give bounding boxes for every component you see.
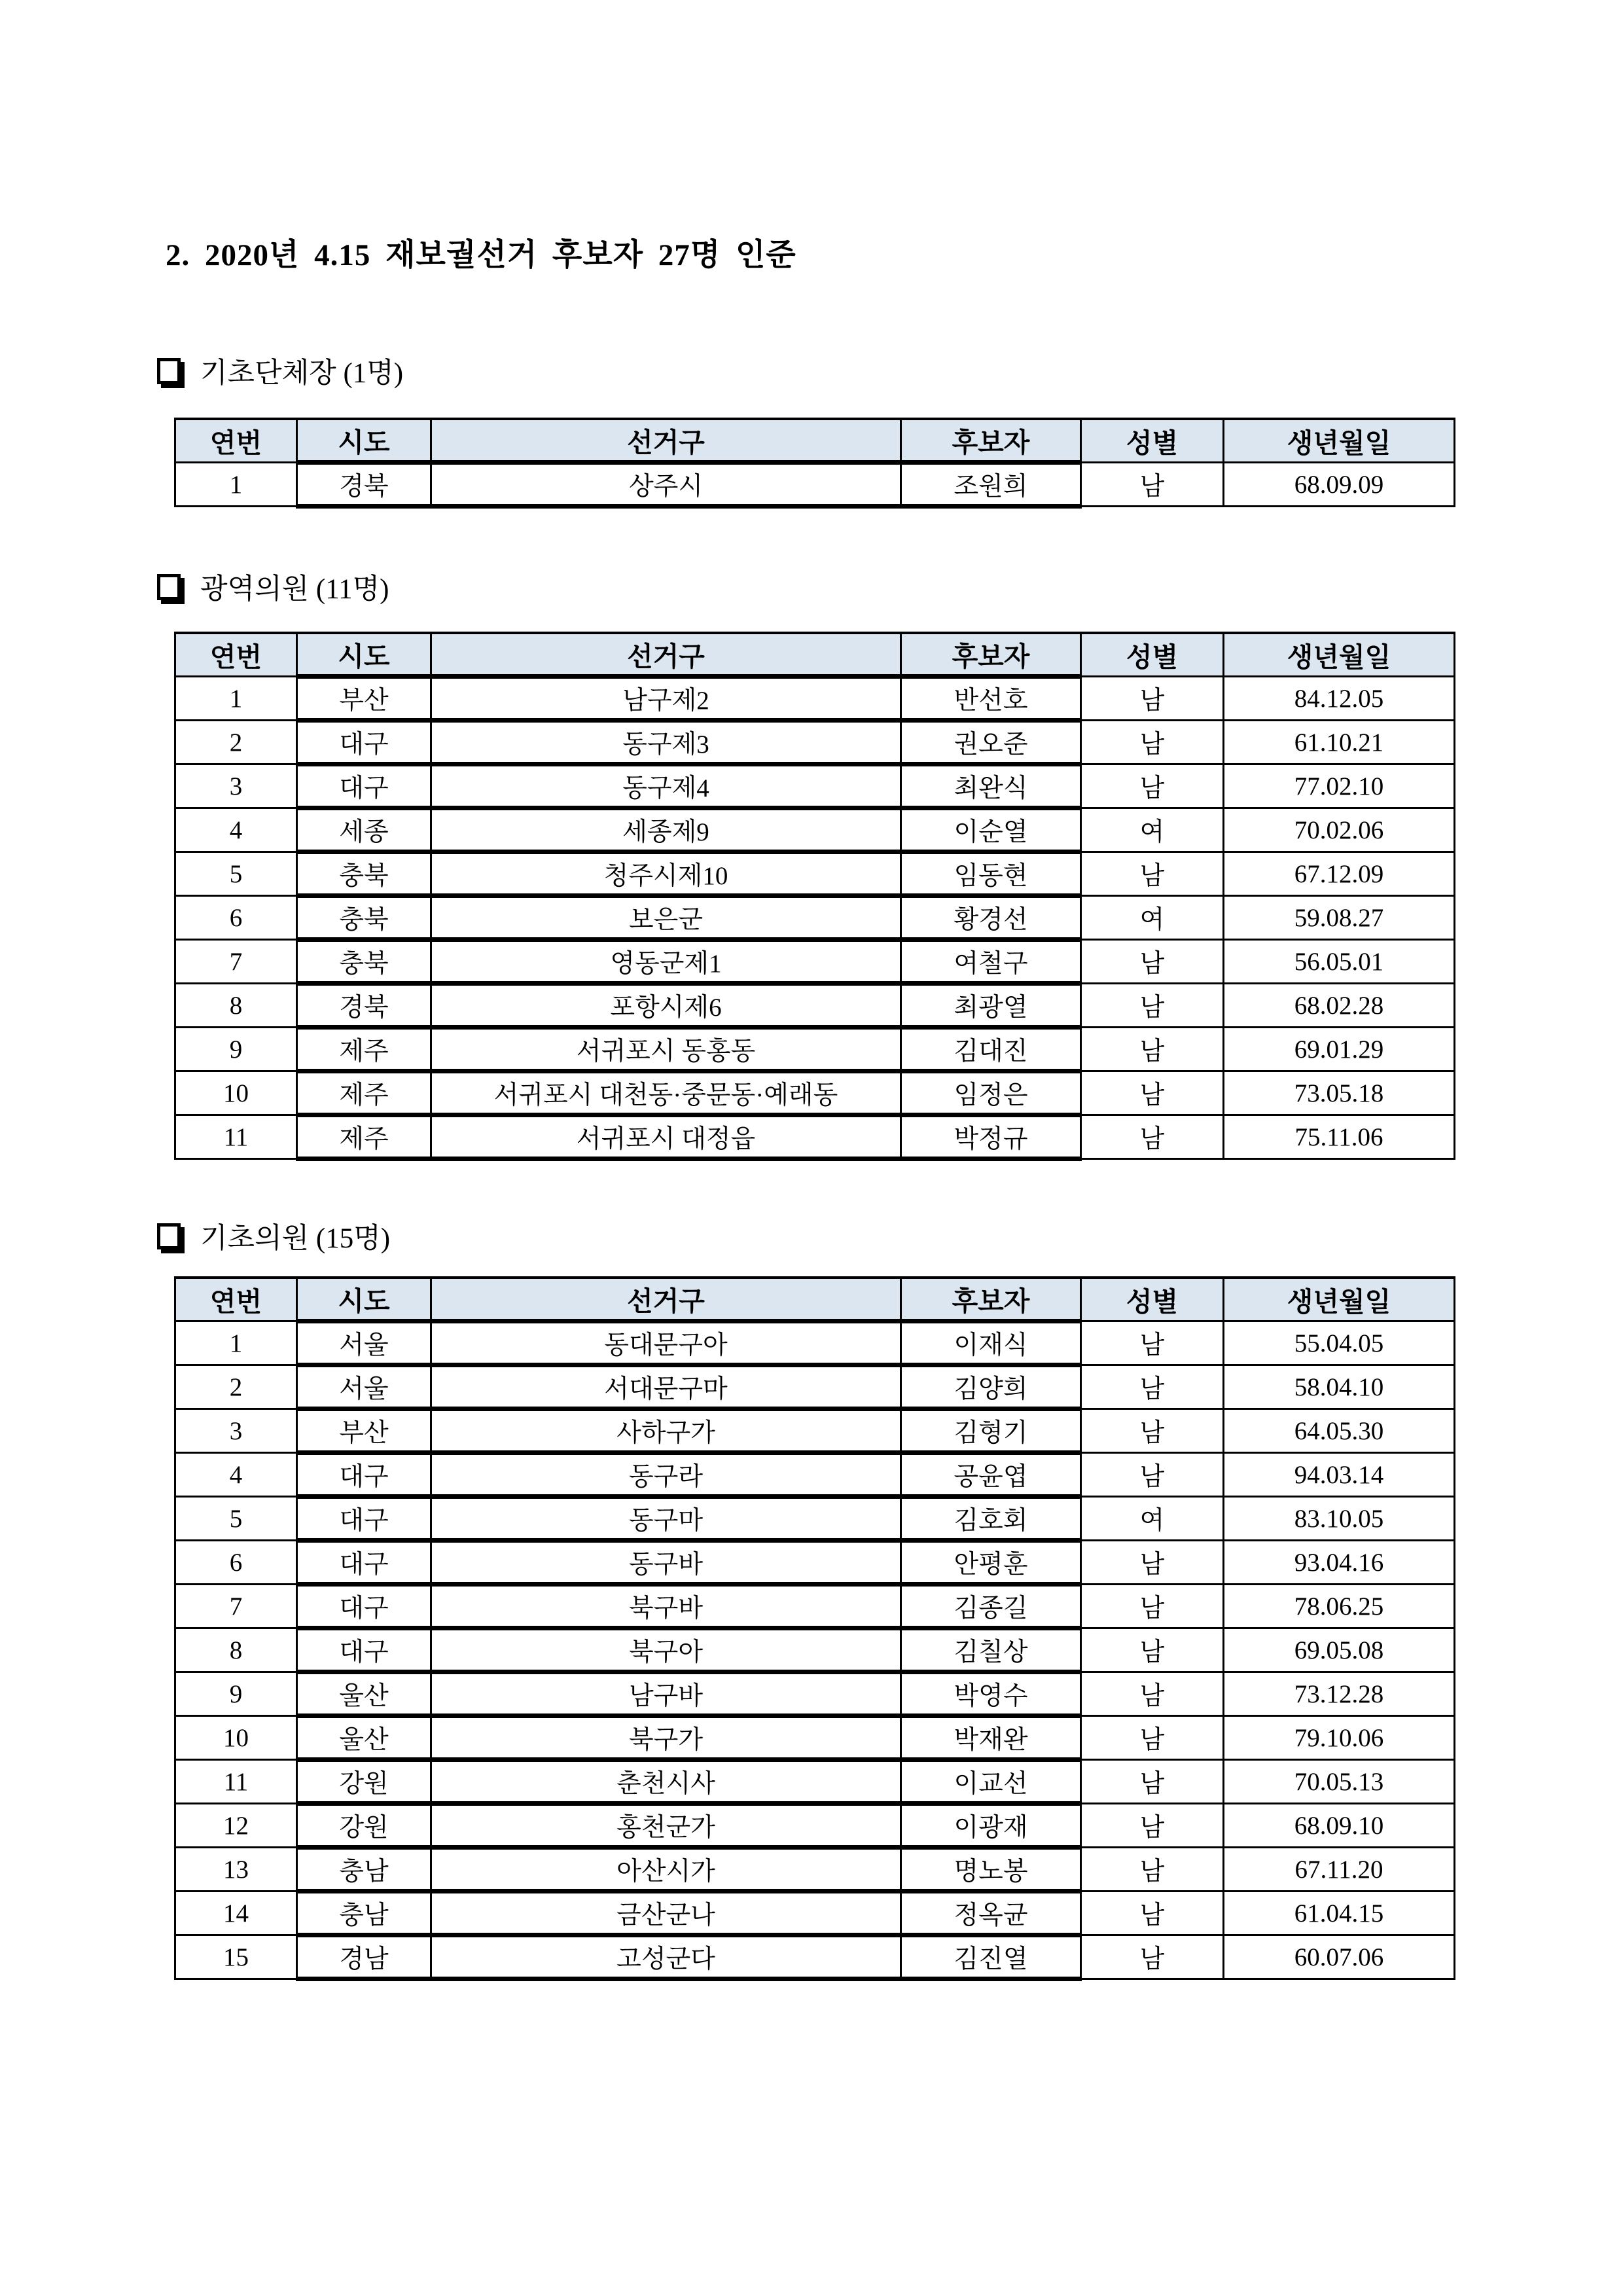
table-cell: 69.05.08 [1224,1628,1455,1672]
table-cell: 충북 [297,852,431,896]
table-cell: 남 [1081,1071,1224,1115]
table-header-row [175,1278,1455,1321]
section-heading-label: 기초의원 (15명) [200,1223,391,1254]
table-row [175,1892,1455,1935]
section-heading-label: 기초단체장 (1명) [200,358,404,389]
table-cell: 박정규 [901,1115,1081,1159]
table-cell: 남 [1081,677,1224,721]
table-cell: 73.05.18 [1224,1071,1455,1115]
table-cell: 김양희 [901,1365,1081,1409]
table-cell: 83.10.05 [1224,1497,1455,1541]
column-header-district: 선거구 [431,419,901,463]
table-cell: 93.04.16 [1224,1541,1455,1585]
table-cell: 대구 [297,1628,431,1672]
table-row [175,808,1455,852]
table-cell: 춘천시사 [431,1760,901,1804]
table-cell: 남 [1081,1028,1224,1071]
column-header-no: 연번 [175,633,297,677]
table-cell: 북구아 [431,1628,901,1672]
table-body [175,677,1455,1159]
table-cell: 서대문구마 [431,1365,901,1409]
table-cell: 김진열 [901,1935,1081,1979]
table-cell: 68.02.28 [1224,984,1455,1028]
table-cell: 권오준 [901,721,1081,764]
table-cell: 남 [1081,852,1224,896]
table-header-row [175,633,1455,677]
table-row [175,1628,1455,1672]
table-cell: 남 [1081,1541,1224,1585]
page-title: 2. 2020년 4.15 재보궐선거 후보자 27명 인준 [166,238,796,272]
table-cell: 8 [175,1628,297,1672]
table-cell: 56.05.01 [1224,940,1455,984]
table-cell: 남 [1081,1321,1224,1365]
table-cell: 대구 [297,764,431,808]
table-cell: 충남 [297,1848,431,1892]
table-cell: 청주시제10 [431,852,901,896]
table-cell: 김호회 [901,1497,1081,1541]
table-row [175,1935,1455,1979]
table-cell: 남구바 [431,1672,901,1716]
table-cell: 1 [175,677,297,721]
table-cell: 14 [175,1892,297,1935]
table-cell: 공윤엽 [901,1453,1081,1497]
table-cell: 안평훈 [901,1541,1081,1585]
column-header-birthdate: 생년월일 [1224,633,1455,677]
table-row [175,1115,1455,1159]
table-cell: 김칠상 [901,1628,1081,1672]
table-cell: 남 [1081,1453,1224,1497]
table-cell: 15 [175,1935,297,1979]
table-cell: 남 [1081,463,1224,507]
table-cell: 1 [175,463,297,507]
table-cell: 남 [1081,1365,1224,1409]
table-cell: 여 [1081,808,1224,852]
column-header-gender: 성별 [1081,633,1224,677]
table-cell: 4 [175,808,297,852]
column-header-candidate: 후보자 [901,633,1081,677]
table-cell: 이교선 [901,1760,1081,1804]
table-row [175,1716,1455,1760]
table-cell: 5 [175,852,297,896]
section-heading-label: 광역의원 (11명) [200,574,389,605]
table-cell: 2 [175,1365,297,1409]
column-header-gender: 성별 [1081,419,1224,463]
table-cell: 세종 [297,808,431,852]
table-cell: 제주 [297,1028,431,1071]
table-cell: 3 [175,1409,297,1453]
column-header-candidate: 후보자 [901,1278,1081,1321]
table-cell: 남 [1081,1848,1224,1892]
square-bullet-icon [157,1223,181,1249]
table-cell: 61.10.21 [1224,721,1455,764]
table-cell: 동대문구아 [431,1321,901,1365]
column-header-no: 연번 [175,1278,297,1321]
column-header-candidate: 후보자 [901,419,1081,463]
table-cell: 남 [1081,1935,1224,1979]
table-cell: 남 [1081,721,1224,764]
table-cell: 울산 [297,1716,431,1760]
table-cell: 78.06.25 [1224,1585,1455,1628]
table-cell: 최광열 [901,984,1081,1028]
table-cell: 남 [1081,1760,1224,1804]
table-cell: 11 [175,1115,297,1159]
table-cell: 동구마 [431,1497,901,1541]
table-cell: 대구 [297,1453,431,1497]
table-row [175,677,1455,721]
table-cell: 11 [175,1760,297,1804]
table-cell: 임동현 [901,852,1081,896]
table-cell: 1 [175,1321,297,1365]
section-heading-basic-council [157,1216,390,1256]
table-cell: 남 [1081,1585,1224,1628]
table-cell: 70.05.13 [1224,1760,1455,1804]
table-cell: 남 [1081,1892,1224,1935]
table-row [175,764,1455,808]
table-cell: 북구가 [431,1716,901,1760]
table-cell: 충남 [297,1892,431,1935]
table-cell: 김종길 [901,1585,1081,1628]
table-cell: 서귀포시 대천동·중문동·예래동 [431,1071,901,1115]
table-cell: 충북 [297,940,431,984]
table-cell: 세종제9 [431,808,901,852]
table-cell: 북구바 [431,1585,901,1628]
table-cell: 73.12.28 [1224,1672,1455,1716]
table-cell: 여철구 [901,940,1081,984]
table-cell: 대구 [297,1585,431,1628]
table-cell: 황경선 [901,896,1081,940]
table-cell: 동구바 [431,1541,901,1585]
table-row [175,940,1455,984]
table-cell: 70.02.06 [1224,808,1455,852]
table-cell: 동구제3 [431,721,901,764]
square-bullet-icon [157,358,181,384]
table-cell: 대구 [297,1497,431,1541]
table-cell: 경남 [297,1935,431,1979]
table-cell: 포항시제6 [431,984,901,1028]
column-header-district: 선거구 [431,1278,901,1321]
table-body [175,1321,1455,1979]
table-cell: 5 [175,1497,297,1541]
table-cell: 반선호 [901,677,1081,721]
table-cell: 67.11.20 [1224,1848,1455,1892]
table-cell: 94.03.14 [1224,1453,1455,1497]
table-cell: 남구제2 [431,677,901,721]
table-cell: 부산 [297,1409,431,1453]
table-cell: 임정은 [901,1071,1081,1115]
table-cell: 최완식 [901,764,1081,808]
table-cell: 7 [175,940,297,984]
table-cell: 남 [1081,1115,1224,1159]
column-header-region: 시도 [297,633,431,677]
table-cell: 제주 [297,1071,431,1115]
table-cell: 경북 [297,984,431,1028]
table-cell: 67.12.09 [1224,852,1455,896]
table-cell: 명노봉 [901,1848,1081,1892]
column-header-birthdate: 생년월일 [1224,1278,1455,1321]
table-cell: 남 [1081,1716,1224,1760]
metro-council-table [174,632,1455,1161]
table-cell: 68.09.10 [1224,1804,1455,1848]
table-cell: 충북 [297,896,431,940]
table-cell: 정옥균 [901,1892,1081,1935]
table-cell: 경북 [297,463,431,507]
table-cell: 여 [1081,896,1224,940]
table-row [175,1541,1455,1585]
table-cell: 68.09.09 [1224,463,1455,507]
basic-head-table [174,418,1455,509]
table-cell: 남 [1081,1804,1224,1848]
table-row [175,1071,1455,1115]
table-cell: 보은군 [431,896,901,940]
table-cell: 59.08.27 [1224,896,1455,940]
table-row [175,1365,1455,1409]
table-header-row [175,419,1455,463]
table-cell: 9 [175,1672,297,1716]
table-cell: 사하구가 [431,1409,901,1453]
table-row [175,852,1455,896]
column-header-birthdate: 생년월일 [1224,419,1455,463]
table-cell: 이광재 [901,1804,1081,1848]
table-cell: 75.11.06 [1224,1115,1455,1159]
column-header-district: 선거구 [431,633,901,677]
table-cell: 3 [175,764,297,808]
table-cell: 강원 [297,1804,431,1848]
table-cell: 61.04.15 [1224,1892,1455,1935]
table-cell: 6 [175,1541,297,1585]
table-cell: 79.10.06 [1224,1716,1455,1760]
table-cell: 동구제4 [431,764,901,808]
basic-council-table [174,1276,1455,1981]
table-cell: 84.12.05 [1224,677,1455,721]
table-row [175,1321,1455,1365]
table-cell: 서귀포시 동홍동 [431,1028,901,1071]
table-cell: 홍천군가 [431,1804,901,1848]
table-cell: 60.07.06 [1224,1935,1455,1979]
table-row [175,1760,1455,1804]
table-cell: 이순열 [901,808,1081,852]
table-row [175,896,1455,940]
table-row [175,721,1455,764]
table-row [175,1585,1455,1628]
table-cell: 금산군나 [431,1892,901,1935]
table-cell: 서울 [297,1365,431,1409]
table-row [175,1453,1455,1497]
table-cell: 상주시 [431,463,901,507]
table-cell: 조원희 [901,463,1081,507]
table-cell: 제주 [297,1115,431,1159]
table-cell: 박영수 [901,1672,1081,1716]
table-body [175,463,1455,507]
table-cell: 남 [1081,764,1224,808]
square-bullet-icon [157,574,181,600]
table-cell: 강원 [297,1760,431,1804]
table-cell: 남 [1081,1628,1224,1672]
table-cell: 58.04.10 [1224,1365,1455,1409]
table-cell: 이재식 [901,1321,1081,1365]
table-row [175,1672,1455,1716]
table-cell: 10 [175,1716,297,1760]
table-cell: 13 [175,1848,297,1892]
table-row [175,1409,1455,1453]
table-cell: 아산시가 [431,1848,901,1892]
table-cell: 여 [1081,1497,1224,1541]
table-cell: 남 [1081,1409,1224,1453]
table-cell: 고성군다 [431,1935,901,1979]
table-cell: 10 [175,1071,297,1115]
table-cell: 4 [175,1453,297,1497]
table-cell: 8 [175,984,297,1028]
table-cell: 남 [1081,984,1224,1028]
table-cell: 김형기 [901,1409,1081,1453]
table-cell: 김대진 [901,1028,1081,1071]
column-header-region: 시도 [297,419,431,463]
table-row [175,984,1455,1028]
table-cell: 77.02.10 [1224,764,1455,808]
table-cell: 12 [175,1804,297,1848]
table-cell: 64.05.30 [1224,1409,1455,1453]
table-cell: 서울 [297,1321,431,1365]
table-row [175,1497,1455,1541]
table-cell: 대구 [297,1541,431,1585]
table-cell: 6 [175,896,297,940]
table-cell: 울산 [297,1672,431,1716]
table-cell: 박재완 [901,1716,1081,1760]
table-cell: 남 [1081,1672,1224,1716]
column-header-region: 시도 [297,1278,431,1321]
table-cell: 부산 [297,677,431,721]
column-header-no: 연번 [175,419,297,463]
column-header-gender: 성별 [1081,1278,1224,1321]
table-row [175,1848,1455,1892]
table-cell: 69.01.29 [1224,1028,1455,1071]
table-row [175,463,1455,507]
table-cell: 동구라 [431,1453,901,1497]
table-cell: 서귀포시 대정읍 [431,1115,901,1159]
table-cell: 대구 [297,721,431,764]
table-row [175,1028,1455,1071]
table-cell: 55.04.05 [1224,1321,1455,1365]
table-cell: 영동군제1 [431,940,901,984]
table-cell: 남 [1081,940,1224,984]
table-cell: 9 [175,1028,297,1071]
section-heading-basic-head [157,351,403,391]
table-cell: 2 [175,721,297,764]
table-cell: 7 [175,1585,297,1628]
section-heading-metro-council [157,567,389,607]
table-row [175,1804,1455,1848]
